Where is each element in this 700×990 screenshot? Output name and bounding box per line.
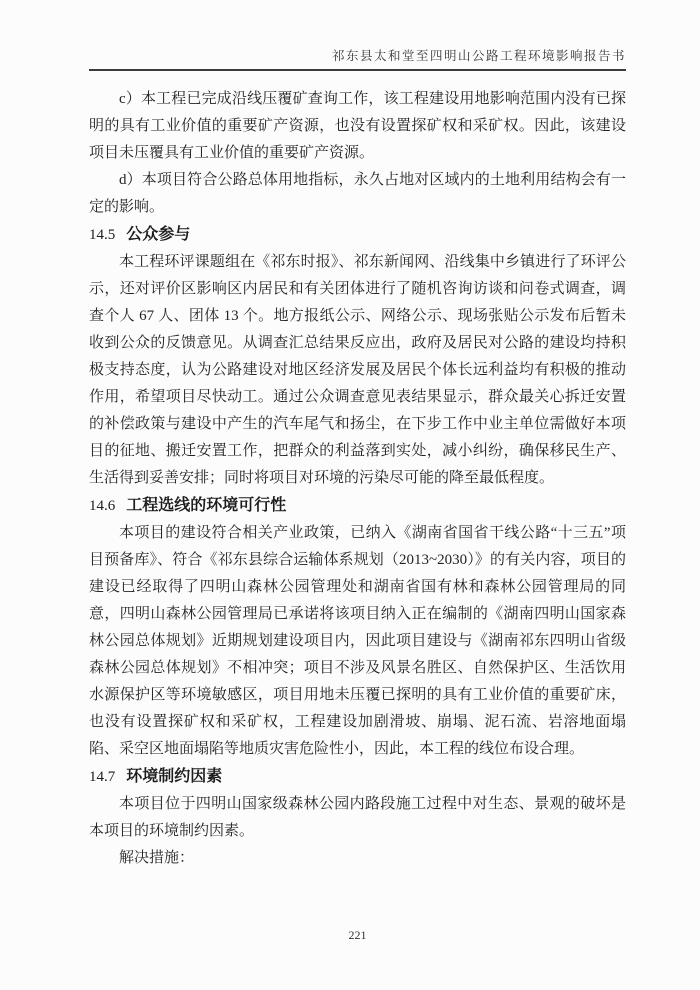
section-number: 14.5 bbox=[89, 227, 116, 243]
page-number: 221 bbox=[348, 928, 367, 942]
page-header bbox=[89, 0, 626, 71]
running-header-title: 祁东县太和堂至四明山公路工程环境影响报告书 bbox=[331, 49, 626, 63]
section-heading-14-5 bbox=[89, 221, 626, 249]
section-title: 工程选线的环境可行性 bbox=[126, 497, 287, 514]
section-heading-14-7 bbox=[89, 763, 626, 791]
section-number: 14.7 bbox=[89, 769, 116, 785]
section-number: 14.6 bbox=[89, 498, 116, 514]
section-paragraph: 本项目位于四明山国家级森林公园内路段施工过程中对生态、景观的破坏是本项目的环境制约因素。 bbox=[89, 796, 626, 839]
section-title: 公众参与 bbox=[126, 226, 191, 243]
page-footer bbox=[89, 926, 626, 944]
intro-paragraph-d: d）本项目符合公路总体用地指标，永久占地对区域内的土地利用结构会有一定的影响。 bbox=[89, 172, 626, 215]
page-body bbox=[89, 86, 626, 872]
section-paragraph: 本项目的建设符合相关产业政策，已纳入《湖南省国省干线公路“十三五”项目预备库》、符合《祁东县综合运输体系规划（2013~2030）》的有关内容，项目的建设已经取得了四明山森林公园管理处和湖南省国有林和森林公园管理局的同意，四明山森林公园管理局已承诺将该项目纳入正在编制的《湖南四明山国家森林公园总体规划》近期规划建设项目内，因此项目建设与《湖南祁东四明山省级森林公园总体规划》不相冲突；项目不涉及风景名胜区、自然保护区、生活饮用水源保护区等环境敏感区，项目用地未压覆已探明的具有工业价值的重要矿床，也没有设置探矿权和采矿权，工程建设加剧滑坡、崩塌、泥石流、岩溶地面塌陷、采空区地面塌陷等地质灾害危险性小，因此，本工程的线位布设合理。 bbox=[89, 525, 626, 757]
section-title: 环境制约因素 bbox=[126, 768, 223, 785]
section-paragraph: 本工程环评课题组在《祁东时报》、祁东新闻网、沿线集中乡镇进行了环评公示，还对评价区影响区内居民和有关团体进行了随机咨询访谈和问卷式调查，调查个人 67 人、团体 13 个。地方报纸公示、网络公示、现场张贴公示发布后暂未收到公众的反馈意见。从调查汇总结果反应出，政府及居民对公路的建设均持积极支持态度，认为公路建设对地区经济发展及居民个体长远利益均有积极的推动作用，希望项目尽快动工。通过公众调查意见表结果显示，群众最关心拆迁安置的补偿政策与建设中产生的汽车尾气和扬尘，在下步工作中业主单位需做好本项目的征地、搬迁安置工作，把群众的利益落到实处，减小纠纷，确保移民生产、生活得到妥善安排；同时将项目对环境的污染尽可能的降至最低程度。 bbox=[89, 254, 626, 486]
intro-paragraph-c: c）本工程已完成沿线压覆矿查询工作，该工程建设用地影响范围内没有已探明的具有工业价值的重要矿产资源，也没有设置探矿权和采矿权。因此，该建设项目未压覆具有工业价值的重要矿产资源。 bbox=[89, 91, 626, 161]
section-heading-14-6 bbox=[89, 492, 626, 520]
section-paragraph: 解决措施： bbox=[119, 850, 195, 866]
